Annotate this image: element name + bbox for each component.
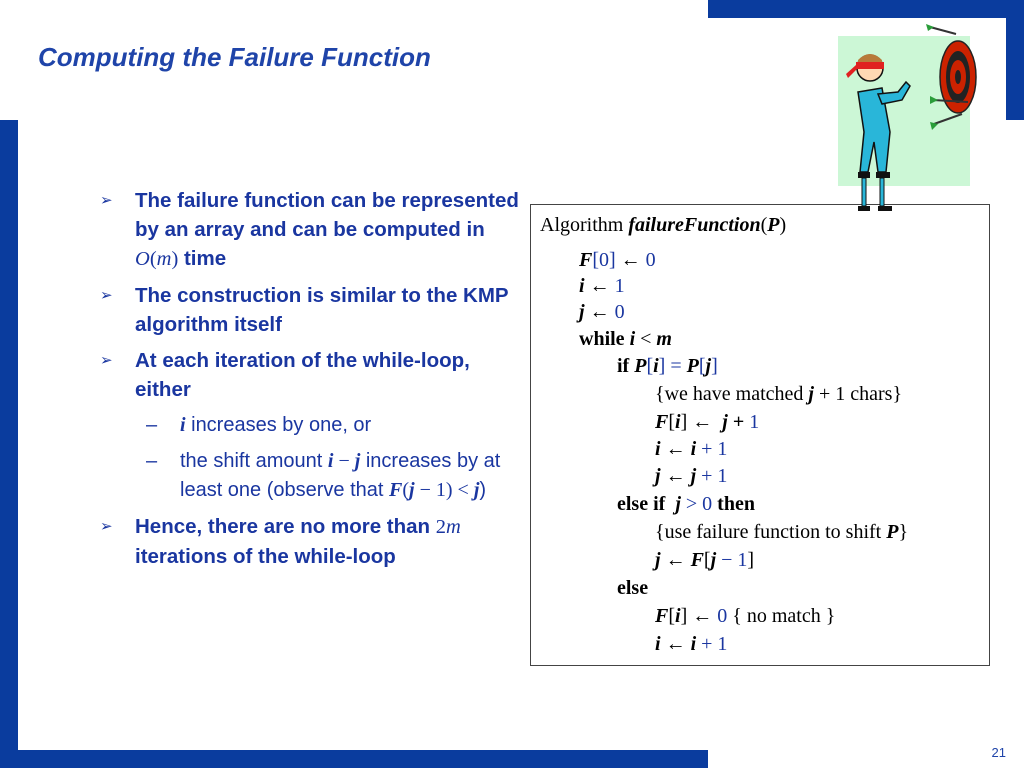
algo-line-3: j ← 0 [579, 301, 625, 323]
bullet-1: ➢ The failure function can be represented by an array and can be computed in O(m) time [100, 186, 520, 274]
bullet-1-math: O [135, 248, 150, 270]
decor-bar-bottom [0, 750, 708, 768]
algo-line-14: F[i] ← 0 { no match } [655, 605, 836, 627]
algo-line-6: {we have matched j + 1 chars} [655, 383, 903, 405]
algo-line-1: F[0] ← 0 [579, 249, 656, 271]
algo-line-9: j ← j + 1 [655, 465, 728, 487]
bullet-4: ➢ Hence, there are no more than 2m iterations of the while-loop [100, 512, 520, 571]
bullet-list [100, 186, 520, 578]
bullet-2: ➢ The construction is similar to the KMP algorithm itself [100, 281, 520, 339]
algo-line-5: if P[i] = P[j] [617, 355, 718, 377]
bullet-arrow-icon: ➢ [100, 287, 113, 304]
bullet-arrow-icon: ➢ [100, 192, 113, 209]
slide-title: Computing the Failure Function [38, 42, 431, 72]
bullet-arrow-icon: ➢ [100, 518, 113, 535]
sub-bullet-dash: – [146, 450, 158, 472]
decor-bar-right [1006, 0, 1024, 120]
algo-line-13: else [617, 577, 649, 599]
sub-bullet-1-math: i [180, 414, 186, 436]
decor-bar-top [708, 0, 1024, 18]
sub-bullet-2: – the shift amount i − j increases by at least one (observe that F(j − 1) < j) [100, 447, 520, 505]
algo-line-7: F[i] ← j + 1 [655, 411, 760, 433]
algorithm-box [530, 204, 990, 666]
algo-line-11: {use failure function to shift P} [655, 521, 909, 543]
sub-bullet-dash: – [146, 414, 158, 436]
page-number: 21 [991, 745, 1006, 760]
algo-line-10: else if j > 0 then [617, 493, 755, 515]
algo-line-12: j ← F[j − 1] [655, 549, 755, 571]
bullet-3: ➢ At each iteration of the while-loop, either [100, 346, 520, 404]
bullet-arrow-icon: ➢ [100, 352, 113, 369]
algorithm-header: Algorithm failureFunction(P) [540, 214, 787, 236]
blindfolded-dart-thrower-icon [838, 22, 998, 218]
algo-line-2: i ← 1 [579, 275, 625, 297]
decor-bar-left [0, 120, 18, 768]
algo-line-8: i ← i + 1 [655, 438, 728, 460]
algo-line-15: i ← i + 1 [655, 633, 728, 655]
sub-bullet-1: – i increases by one, or [100, 411, 520, 440]
algo-line-4: while i < m [579, 328, 672, 350]
